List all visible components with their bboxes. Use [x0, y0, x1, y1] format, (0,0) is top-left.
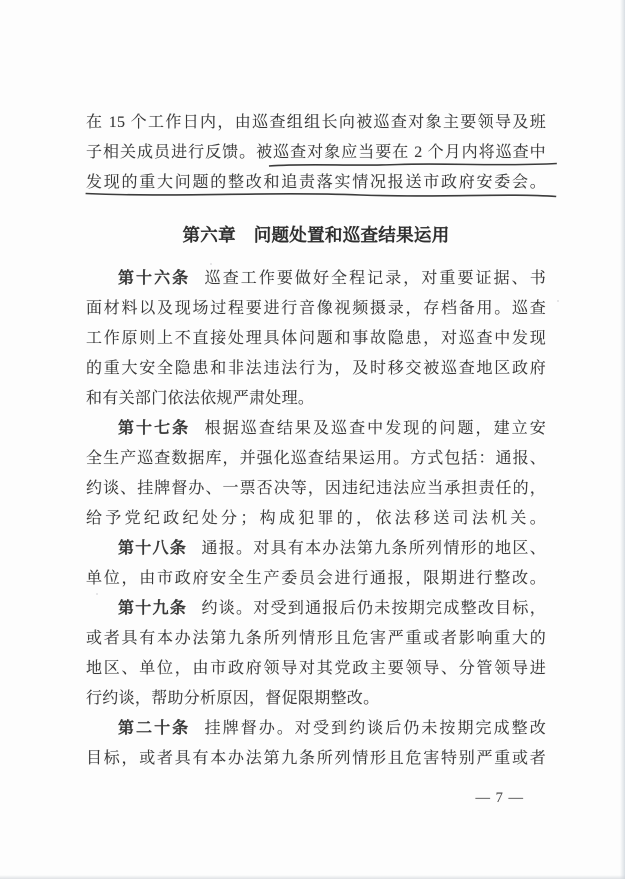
text-line: 工作原则上不直接处理具体问题和事故隐患，对巡查中发现 [86, 330, 546, 347]
text-segment: 巡查工作要做好全程记录，对重要证据、书 [204, 270, 547, 287]
text-line: 全生产巡查数据库，并强化巡查结果运用。方式包括：通报、 [86, 450, 546, 467]
text-segment: 根据巡查结果及巡查中发现的问题，建立安 [204, 420, 547, 437]
chapter-heading: 第六章 问题处置和巡查结果运用 [182, 225, 450, 245]
article-term: 第十八条 [118, 540, 188, 557]
page-number: — 7 — [475, 790, 524, 806]
text-segment: 约谈。对受到通报后仍未按期完成整改目标， [201, 600, 546, 617]
article-19 [86, 594, 546, 714]
article-17 [86, 414, 546, 534]
article-term: 第十九条 [118, 600, 188, 617]
text-line [86, 168, 546, 198]
hand-underlined-text: 巡查对象应当要在 2 个月内将巡查中 [273, 144, 546, 161]
article-term: 第十七条 [118, 420, 191, 437]
text-segment: 挂牌督办。对受到约谈后仍未按期完成整改 [204, 720, 547, 737]
text-line [86, 414, 546, 444]
article-20 [86, 714, 546, 774]
text-line: 约谈、挂牌督办、一票否决等，因违纪违法应当承担责任的， [86, 480, 546, 497]
text-line [86, 594, 546, 624]
scan-speck [210, 263, 212, 265]
text-line [86, 264, 546, 294]
scan-speck [557, 300, 559, 302]
text-line: 或者具有本办法第九条所列情形且危害严重或者影响重大的 [86, 630, 546, 647]
hand-underlined-text: 发现的重大问题的整改和追责落实情况报送市政府安委会。 [86, 174, 546, 191]
text-line [86, 714, 546, 744]
text-line: 给予党纪政纪处分；构成犯罪的，依法移送司法机关。 [86, 510, 546, 527]
text-line [86, 138, 546, 168]
text-line: 的重大安全隐患和非法违法行为，及时移交被巡查地区政府 [86, 360, 546, 377]
article-term: 第十六条 [118, 270, 191, 287]
text-line [86, 534, 546, 564]
article-16 [86, 264, 546, 414]
text-line: 在 15 个工作日内，由巡查组组长向被巡查对象主要领导及班 [86, 114, 546, 131]
text-segment: 子相关成员进行反馈。被 [86, 144, 274, 161]
text-line: 目标，或者具有本办法第九条所列情形且危害特别严重或者 [86, 750, 546, 767]
text-line: 行约谈，帮助分析原因，督促限期整改。 [86, 690, 380, 707]
scan-edge-shadow-bottom [0, 875, 625, 879]
hand-underline-mark [84, 190, 558, 199]
text-segment: 通报。对具有本办法第九条所列情形的地区、 [201, 540, 546, 557]
scan-edge-shadow-right [620, 0, 625, 879]
article-18 [86, 534, 546, 594]
paragraph-continuation [86, 108, 546, 198]
text-line: 面材料以及现场过程要进行音像视频摄录，存档备用。巡查 [86, 300, 546, 317]
text-line: 和有关部门依法依规严肃处理。 [86, 390, 315, 407]
scan-speck [96, 593, 98, 595]
article-term: 第二十条 [118, 720, 191, 737]
text-line: 地区、单位，由市政府领导对其党政主要领导、分管领导进 [86, 660, 546, 677]
document-text-block [86, 0, 546, 807]
text-line: 单位，由市政府安全生产委员会进行通报，限期进行整改。 [86, 570, 546, 587]
